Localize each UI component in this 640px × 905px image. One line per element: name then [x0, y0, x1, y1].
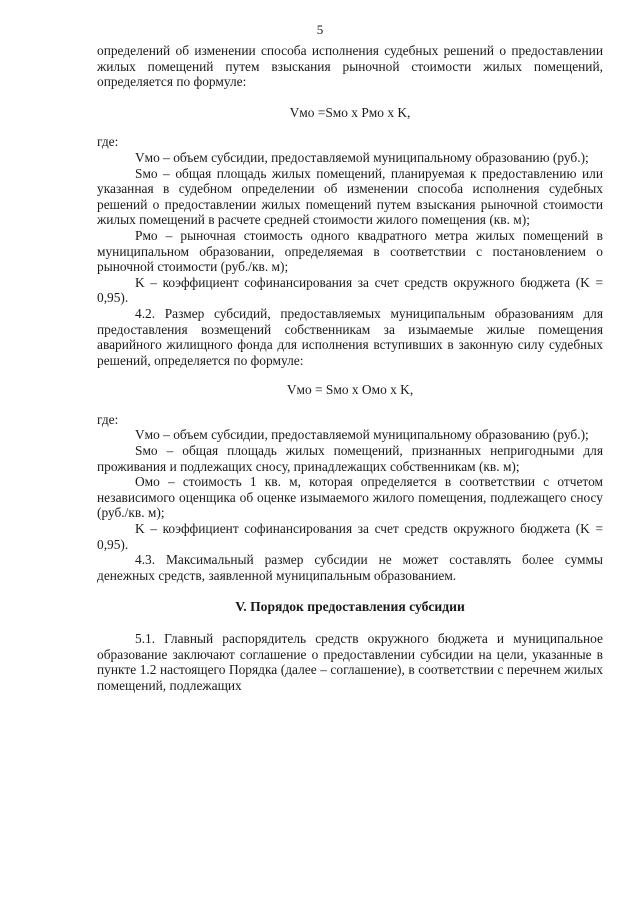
page-number: 5 — [316, 22, 324, 37]
where-label: где: — [97, 411, 119, 427]
paragraph-5-1: 5.1. Главный распорядитель средств окружного бюджета и муниципальное образование заключают соглашение о предоставлении субсидии на цели, указанные в пункте 1.2 настоящего Порядка (далее – соглашение), в соответствии с перечнем жилых помещений, подлежащих — [97, 631, 603, 693]
definition-vmo: Vмо – объем субсидии, предоставляемой муниципальному образованию (руб.); — [135, 149, 589, 165]
where-label: где: — [97, 134, 119, 150]
paragraph-4-3: 4.3. Максимальный размер субсидии не может составлять более суммы денежных средств, заявленной муниципальным образованием. — [97, 552, 603, 583]
formula-compensation: Vмо = Sмо x Омо x K, — [286, 382, 414, 398]
definition-smo: Sмо – общая площадь жилых помещений, признанных непригодными для проживания и подлежащих сносу, принадлежащих собственникам (кв. м); — [97, 443, 603, 474]
definition-omo: Омо – стоимость 1 кв. м, которая определяется в соответствии с отчетом независимого оценщика об оценке изымаемого жилого помещения, подлежащего сносу (руб./кв. м); — [97, 474, 603, 521]
intro-paragraph: определений об изменении способа исполнения судебных решений о предоставлении жилых помещений путем взыскания рыночной стоимости жилых помещений, определяется по формуле: — [97, 43, 603, 90]
paragraph-4-2: 4.2. Размер субсидий, предоставляемых муниципальным образованиям для предоставления возмещений собственникам за изымаемые жилые помещения аварийного жилищного фонда для исполнения вступивших в законную силу судебных решений, определяется по формуле: — [97, 305, 603, 368]
section-heading: V. Порядок предоставления субсидии — [235, 599, 465, 615]
definition-vmo: Vмо – объем субсидии, предоставляемой муниципальному образованию (руб.); — [135, 427, 589, 443]
document-body — [97, 43, 603, 693]
formula-market-value: Vмо =Sмо x Pмо x K, — [289, 104, 411, 120]
definition-k: K – коэффициент софинансирования за счет средств окружного бюджета (K = 0,95). — [97, 521, 603, 552]
definition-pmo: Pмо – рыночная стоимость одного квадратного метра жилых помещений в муниципальном образовании, определяемая в соответствии с постановлением о рыночной стоимости (руб./кв. м); — [97, 227, 603, 275]
definition-k: K – коэффициент софинансирования за счет средств окружного бюджета (K = 0,95). — [97, 274, 603, 306]
definition-smo: Sмо – общая площадь жилых помещений, планируемая к предоставлению или указанная в судебном определении об изменении способа исполнения судебных решений о предоставлении жилых помещений путем взыскания рыночной стоимости жилых помещений в расчете средней стоимости жилого помещения (кв. м); — [97, 165, 603, 228]
